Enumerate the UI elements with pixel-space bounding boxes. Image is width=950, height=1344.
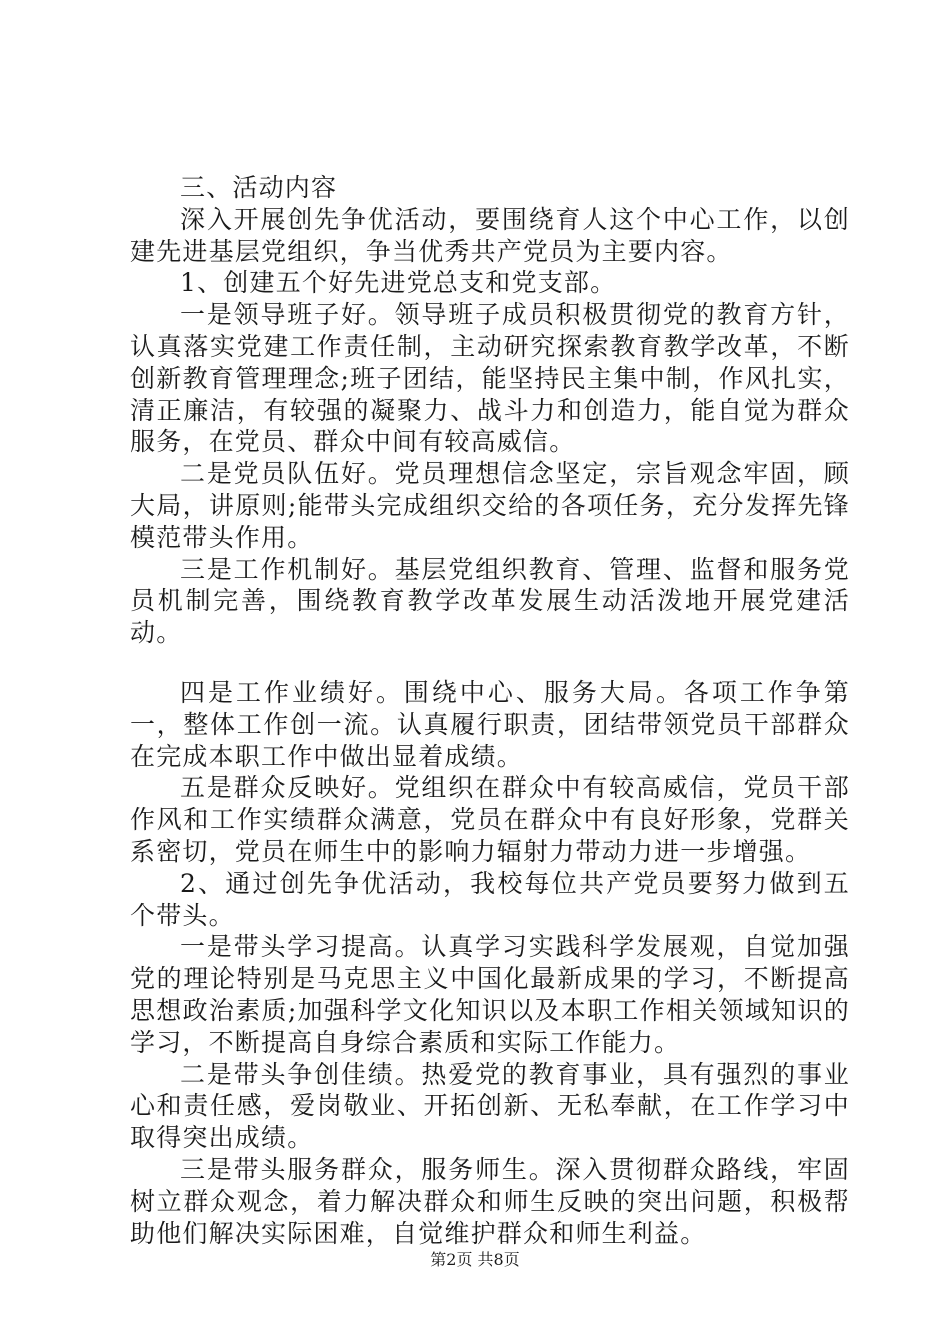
paragraph: 一是带头学习提高。认真学习实践科学发展观，自觉加强党的理论特别是马克思主义中国化最新成果的学习，不断提高思想政治素质;加强科学文化知识以及本职工作相关领域知识的学习，不断提高自身综合素质和实际工作能力。 (130, 932, 850, 1057)
document-body (130, 172, 850, 1249)
paragraph: 1、创建五个好先进党总支和党支部。 (180, 268, 617, 298)
paragraph: 四是工作业绩好。围绕中心、服务大局。各项工作争第一，整体工作创一流。认真履行职责，团结带领党员干部群众在完成本职工作中做出显着成绩。 (130, 677, 850, 771)
paragraph: 二是带头争创佳绩。热爱党的教育事业，具有强烈的事业心和责任感，爱岗敬业、开拓创新、无私奉献，在工作学习中取得突出成绩。 (130, 1059, 850, 1153)
paragraph: 深入开展创先争优活动，要围绕育人这个中心工作，以创建先进基层党组织，争当优秀共产党员为主要内容。 (130, 204, 850, 266)
paragraph: 三是工作机制好。基层党组织教育、管理、监督和服务党员机制完善，围绕教育教学改革发展生动活泼地开展党建活动。 (130, 554, 850, 648)
paragraph: 2、通过创先争优活动，我校每位共产党员要努力做到五个带头。 (130, 868, 850, 930)
paragraph: 二是党员队伍好。党员理想信念坚定，宗旨观念牢固，顾大局，讲原则;能带头完成组织交给的各项任务，充分发挥先锋模范带头作用。 (130, 459, 850, 552)
paragraph: 三是带头服务群众，服务师生。深入贯彻群众路线，牢固树立群众观念，着力解决群众和师生反映的突出问题，积极帮助他们解决实际困难，自觉维护群众和师生利益。 (130, 1154, 850, 1248)
page-number-footer: 第2页 共8页 (430, 1250, 520, 1269)
paragraph: 五是群众反映好。党组织在群众中有较高威信，党员干部作风和工作实绩群众满意，党员在群众中有良好形象，党群关系密切，党员在师生中的影响力辐射力带动力进一步增强。 (130, 773, 850, 866)
paragraph: 一是领导班子好。领导班子成员积极贯彻党的教育方针，认真落实党建工作责任制，主动研究探索教育教学改革，不断创新教育管理理念;班子团结，能坚持民主集中制，作风扎实，清正廉洁，有较强的凝聚力、战斗力和创造力，能自觉为群众服务，在党员、群众中间有较高威信。 (130, 300, 850, 457)
section-heading: 三、活动内容 (180, 173, 338, 202)
